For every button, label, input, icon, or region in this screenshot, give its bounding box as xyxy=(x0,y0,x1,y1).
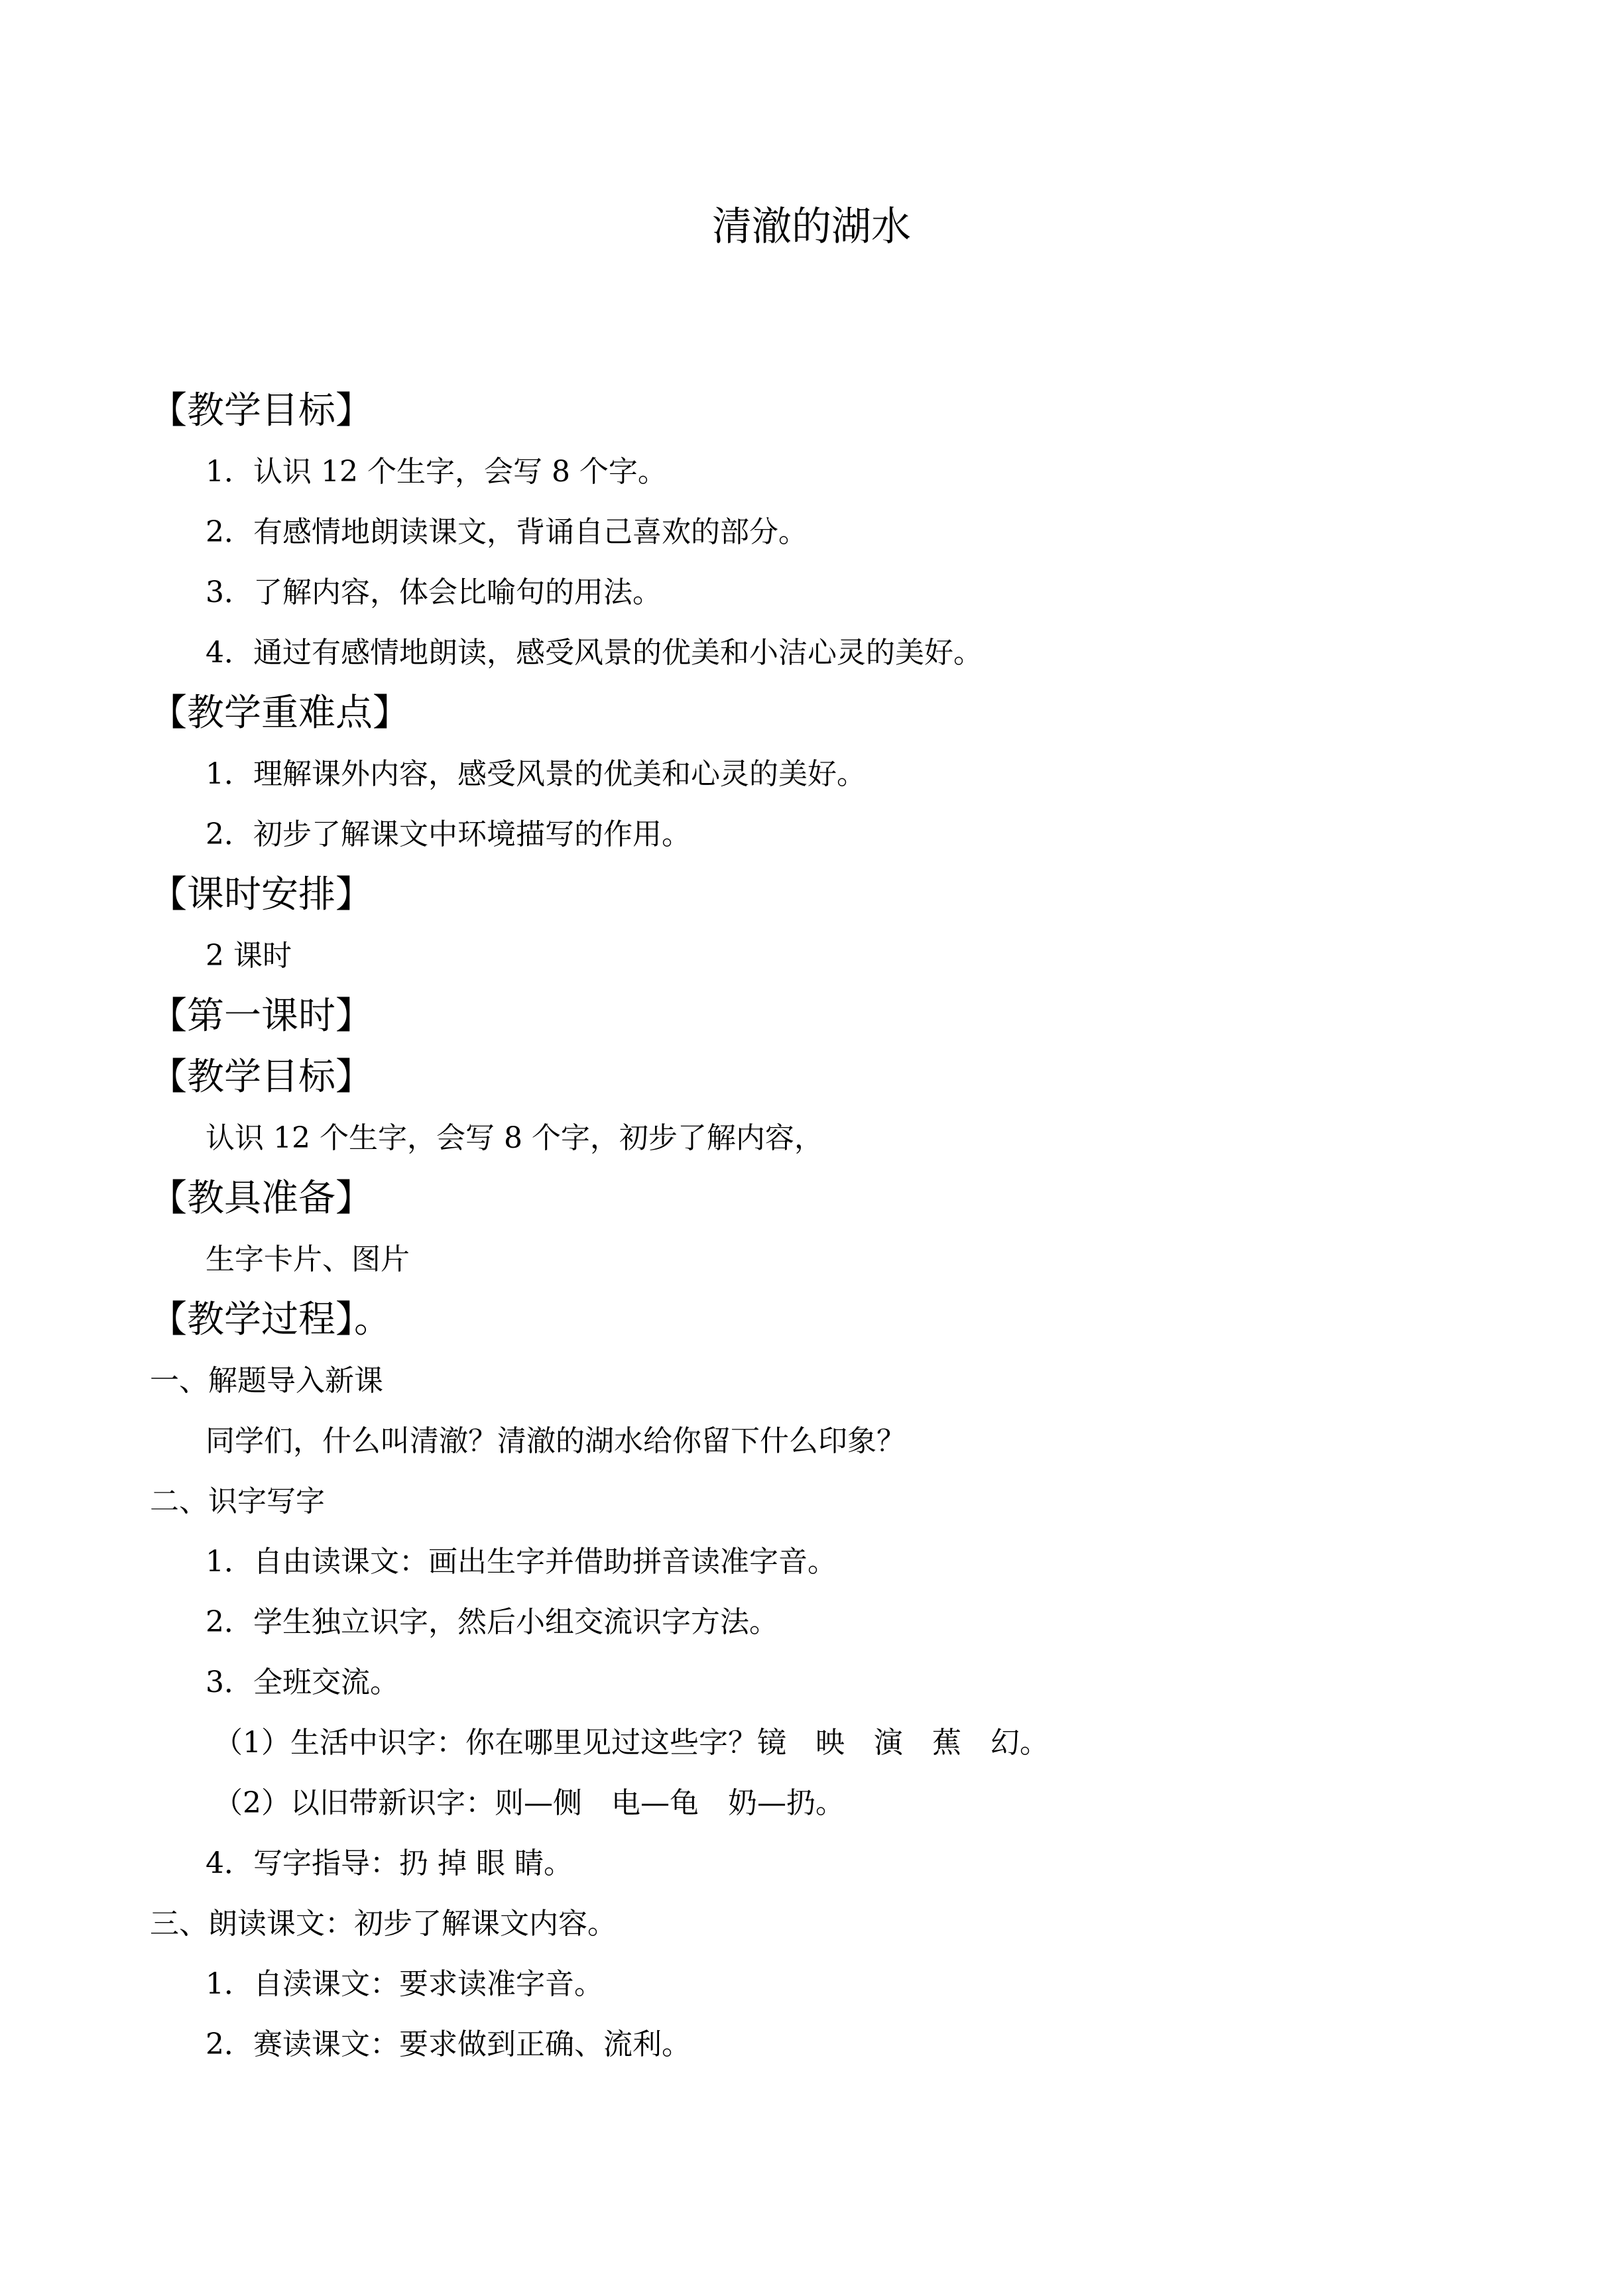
step-2-item: 2．学生独立识字，然后小组交流识字方法。 xyxy=(206,1605,778,1639)
step-heading-1: 一、解题导入新课 xyxy=(150,1364,383,1398)
section-heading-lesson-goals: 【教学目标】 xyxy=(150,1056,373,1099)
lesson-goals-text: 认识 12 个生字，会写 8 个字，初步了解内容， xyxy=(206,1121,823,1155)
document-title: 清澈的湖水 xyxy=(712,204,911,250)
step-2-item: 4．写字指导：扔 掉 眼 睛。 xyxy=(206,1846,573,1880)
step-1-text: 同学们，什么叫清澈？清澈的湖水给你留下什么印象？ xyxy=(206,1424,906,1458)
key-point-item: 2．初步了解课文中环境描写的作用。 xyxy=(206,817,691,851)
materials-text: 生字卡片、图片 xyxy=(206,1242,410,1276)
schedule-text: 2 课时 xyxy=(206,939,292,973)
goal-item: 3．了解内容，体会比喻句的用法。 xyxy=(206,575,662,609)
goal-item: 4．通过有感情地朗读，感受风景的优美和小洁心灵的美好。 xyxy=(206,636,983,670)
key-point-item: 1．理解课外内容，感受风景的优美和心灵的美好。 xyxy=(206,757,866,791)
section-heading-process: 【教学过程】。 xyxy=(150,1298,391,1341)
section-heading-first-lesson: 【第一课时】 xyxy=(150,995,373,1038)
step-heading-3: 三、朗读课文：初步了解课文内容。 xyxy=(150,1907,617,1941)
step-2-sub-item: （2）以旧带新识字：则—侧 电—龟 奶—扔。 xyxy=(213,1786,845,1820)
goal-item: 2．有感情地朗读课文，背诵自己喜欢的部分。 xyxy=(206,515,808,549)
section-heading-key-points: 【教学重难点】 xyxy=(150,692,410,735)
goal-item: 1．认识 12 个生字，会写 8 个字。 xyxy=(206,455,667,489)
document-body xyxy=(150,381,1476,2075)
step-2-sub-item: （1）生活中识字：你在哪里见过这些字？镜 映 演 蕉 幻。 xyxy=(213,1726,1049,1760)
step-3-item: 2．赛读课文：要求做到正确、流利。 xyxy=(206,2027,691,2061)
section-heading-goals: 【教学目标】 xyxy=(150,389,373,432)
section-heading-schedule: 【课时安排】 xyxy=(150,873,373,916)
step-heading-2: 二、识字写字 xyxy=(150,1484,325,1518)
step-2-item: 3．全班交流。 xyxy=(206,1665,399,1699)
section-heading-materials: 【教具准备】 xyxy=(150,1177,373,1220)
step-3-item: 1．自渎课文：要求读准字音。 xyxy=(206,1967,603,2001)
step-2-item: 1．自由读课文：画出生字并借助拼音读准字音。 xyxy=(206,1545,837,1579)
